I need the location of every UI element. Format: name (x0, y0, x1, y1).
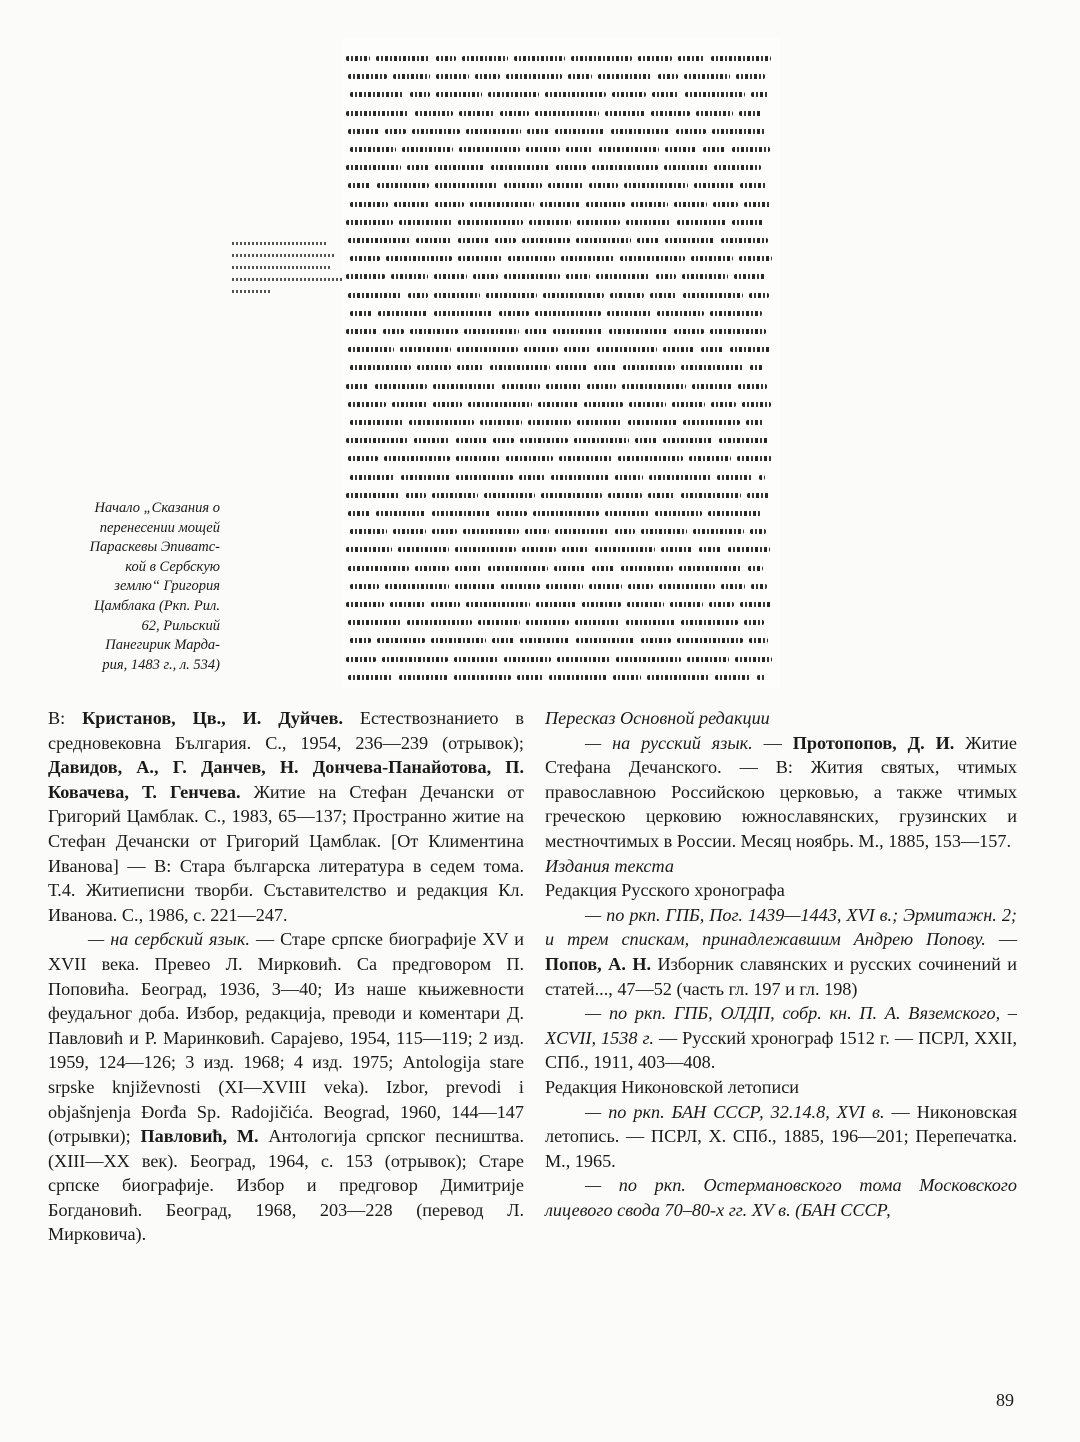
entry-text: — Старе српске биографије XV и XVII века. Превео Л. Мирковић. Са предговором П. Поповића. Београд, 1936, 3—40; Из наше књижевности феудаљног доба. Избор, редакција, преводи и коментари Д. Павловић и Р. Маринковић. Сарајево, 1954, 115—119; 2 изд. 1959, 124—126; 3 изд. 1968; 4 изд. 1975; Antologija stare srpske književnosti (XI—XVIII veka). Izbor, prevodi i objašnjenja Đorđa Sp. Radojičića. Beograd, 1960, 144—147 (отрывки); (48, 929, 524, 1147)
figure-caption (44, 499, 220, 675)
bibliography-entry (545, 1001, 1017, 1075)
language-label: — на русский язык. (585, 732, 753, 753)
author-names: Попов, А. Н. (545, 953, 652, 974)
author-names: Кристанов, Цв., И. Дуйчев. (82, 708, 344, 728)
margin-note-line (232, 266, 332, 269)
section-heading: Пересказ Основной редакции (545, 708, 770, 728)
manuscript-facsimile-image (342, 38, 780, 688)
manuscript-text-line (342, 675, 780, 680)
margin-note-line (232, 278, 342, 281)
entry-text: Житие Стефана Дечанского. — В: Жития святых, чтимых православною Российскою церковью, а также чтимых греческою церковию южнославянских, грузинских и местночтимых в России. Месяц ноябрь. М., 1885, 153—157. (545, 732, 1017, 851)
bibliography-entry (545, 1173, 1017, 1222)
margin-note-line (232, 290, 272, 293)
entry-text: Антологија српског песништва. (XIII—XX век). Београд, 1964, с. 153 (отрывок); Старе српске биографије. Избор и предговор Димитрије Богдановић. Београд, 1968, 203—228 (перевод Л. Мирковича). (48, 1126, 524, 1245)
manuscript-text-line (342, 638, 780, 643)
manuscript-text-line (342, 56, 780, 61)
bibliography-entry (545, 731, 1017, 854)
language-label: — на сербский язык. (88, 929, 250, 950)
entry-text: — Русский хронограф 1512 г. — ПСРЛ, XXII, СПб., 1911, 403—408. (545, 1027, 1017, 1073)
entry-text: Житие на Стефан Дечански от Григорий Цамблак. С., 1983, 65—137; Пространно житие на Стефан Дечански от Григорий Цамблак. [От Климентина Иванова] — В: Стара българска литература в седем тома. Т.4. Житиеписни творби. Съставителство и редакция Кл. Иванова. С., 1986, с. 221—247. (48, 781, 524, 925)
manuscript-text-line (342, 274, 780, 279)
manuscript-text-line (342, 602, 780, 607)
manuscript-text-line (342, 329, 780, 334)
manuscript-text-line (342, 384, 780, 389)
manuscript-text-line (342, 620, 780, 625)
manuscript-source: — по ркп. Остермановского тома Московского лицевого свода 70–80-х гг. XV в. (БАН СССР, (545, 1175, 1017, 1220)
manuscript-text-line (342, 111, 780, 116)
manuscript-text-line (342, 475, 780, 480)
right-column (545, 706, 1017, 1222)
entry-text: Изборник славянских и русских сочинений и статей..., 47—52 (часть гл. 197 и гл. 198) (545, 953, 1017, 999)
manuscript-text-line (342, 202, 780, 207)
manuscript-text-line (342, 147, 780, 152)
manuscript-source: — по ркп. ГПБ, Пог. 1439—1443, XVI в.; Эрмитажн. 2; и трем спискам, принадлежавшим Андрею Попову. (545, 904, 1017, 950)
author-names: Павловић, М. (140, 1126, 259, 1147)
manuscript-text-line (342, 183, 780, 188)
bibliography-entry (545, 903, 1017, 1001)
manuscript-source: — по ркп. ГПБ, ОЛДП, собр. кн. П. А. Вяземского, – XCVII, 1538 г. (545, 1003, 1017, 1048)
manuscript-text-line (342, 92, 780, 97)
left-column (48, 706, 524, 1247)
margin-note-line (232, 242, 328, 245)
manuscript-text-line (342, 129, 780, 134)
manuscript-text-line (342, 493, 780, 498)
manuscript-text-line (342, 456, 780, 461)
manuscript-text-line (342, 220, 780, 225)
manuscript-text-line (342, 438, 780, 443)
bibliography-entry (48, 706, 524, 927)
caption-lines: Начало „Сказания о перенесении мощей Параскевы Эпиватс- кой в Сербскую землю“ Григория Цамблака (Ркп. Рил. 62, Рильский Панегирик Марда- рия, 1483 г., л. 534) (89, 500, 220, 673)
subsection-heading: Редакция Русского хронографа (545, 880, 785, 901)
page-number: 89 (996, 1390, 1014, 1410)
manuscript-text-line (342, 311, 780, 316)
margin-note-line (232, 254, 336, 257)
manuscript-text-line (342, 657, 780, 662)
manuscript-text-line (342, 293, 780, 298)
manuscript-text-line (342, 74, 780, 79)
entry-text: Естествознанието в средновековна България. С., 1954, 236—239 (отрывок); (48, 708, 525, 753)
entry-dash: — (752, 732, 793, 753)
manuscript-text-line (342, 165, 780, 170)
author-names: Протопопов, Д. И. (792, 732, 955, 753)
bibliography-entry (48, 927, 524, 1247)
manuscript-text-line (342, 511, 780, 516)
manuscript-text-line (342, 347, 780, 352)
manuscript-margin-note (232, 238, 350, 304)
entry-text: — Никоновская летопись. — ПСРЛ, X. СПб., 1885, 196—201; Перепечатка. М., 1965. (545, 1101, 1017, 1171)
section-heading: Издания текста (545, 855, 674, 876)
entry-dash: — (985, 929, 1017, 950)
manuscript-text-line (342, 402, 780, 407)
manuscript-text-line (342, 566, 780, 571)
manuscript-source: — по ркп. БАН СССР, 32.14.8, XVI в. (585, 1101, 885, 1122)
manuscript-text-line (342, 256, 780, 261)
manuscript-text-line (342, 547, 780, 552)
subsection-heading: Редакция Никоновской летописи (545, 1076, 800, 1097)
manuscript-text-line (342, 529, 780, 534)
author-names: Давидов, А., Г. Данчев, Н. Дончева-Панайотова, П. Ковачева, Т. Генчева. (48, 757, 524, 802)
manuscript-text-line (342, 238, 780, 243)
entry-prefix: В: (48, 708, 83, 728)
manuscript-text-line (342, 365, 780, 370)
manuscript-text-line (342, 584, 780, 589)
manuscript-text-line (342, 420, 780, 425)
bibliography-entry (545, 1100, 1017, 1174)
